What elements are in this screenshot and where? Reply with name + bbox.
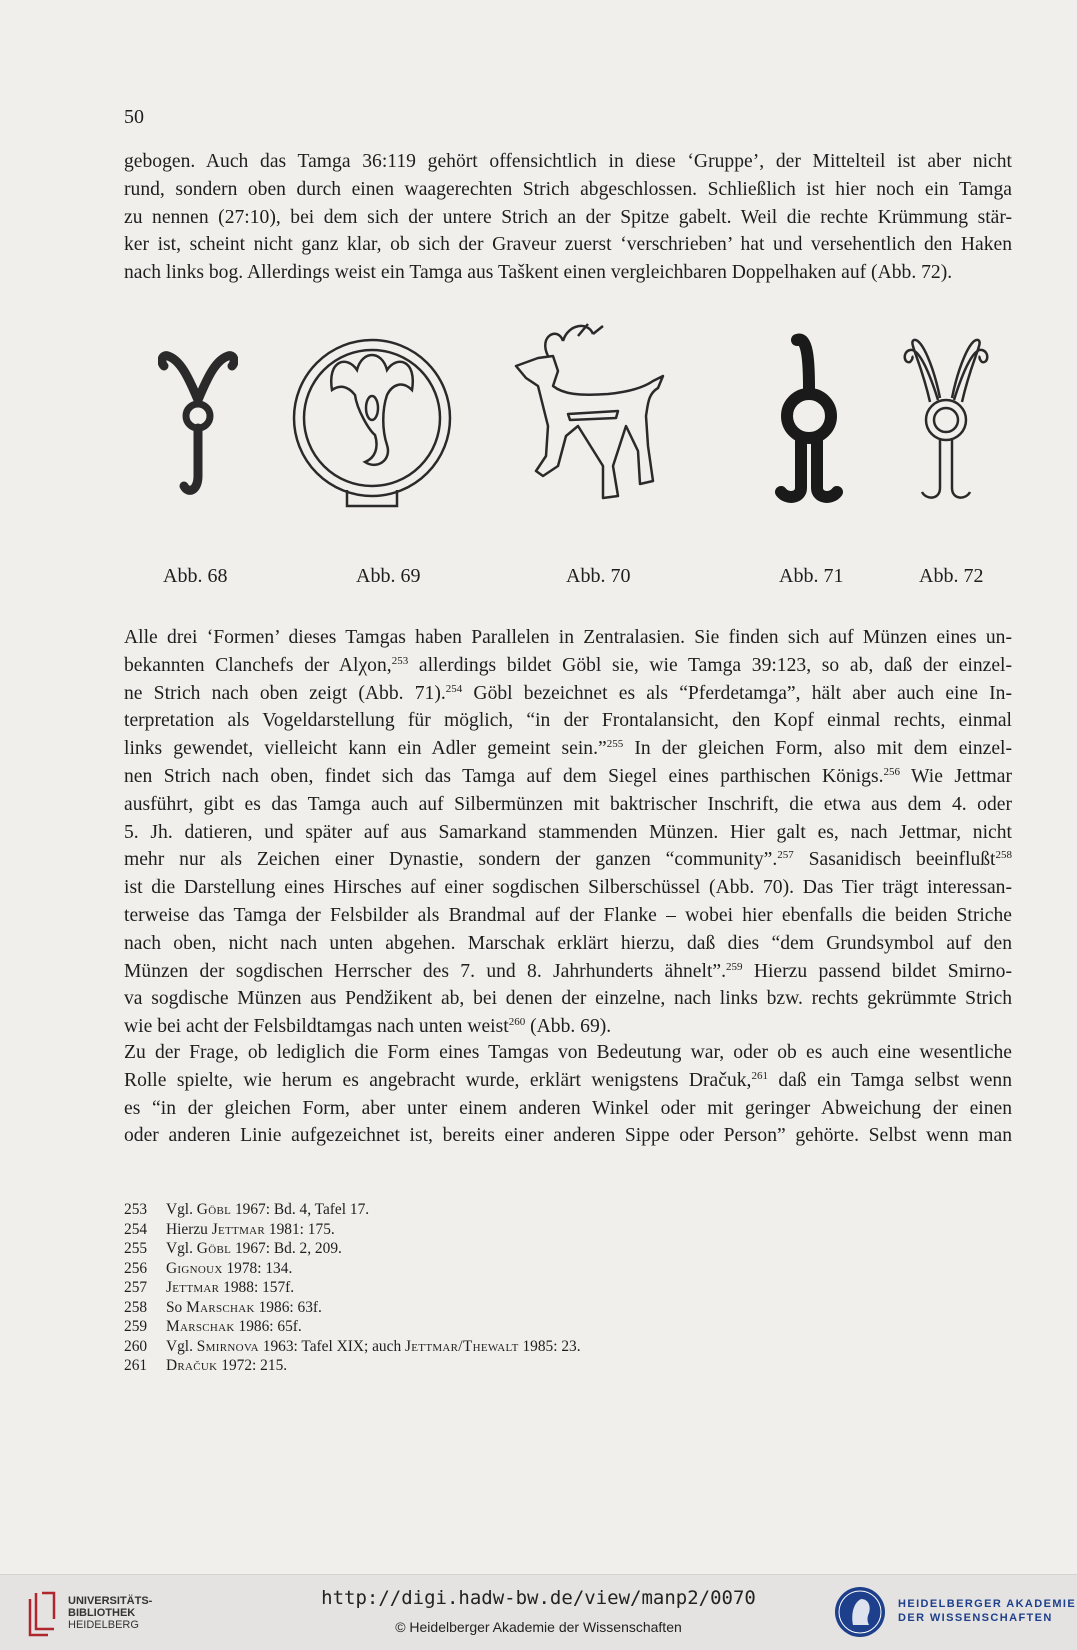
ub-logo-text: UNIVERSITÄTS- BIBLIOTHEK HEIDELBERG (68, 1595, 153, 1631)
footnote: 259 Marschak 1986: 65f. (124, 1318, 302, 1335)
tamga-71-drawing (767, 328, 851, 522)
figure-label-69: Abb. 69 (356, 565, 421, 587)
figure-label-70: Abb. 70 (566, 565, 631, 587)
footnote: 253 Vgl. Göbl 1967: Bd. 4, Tafel 17. (124, 1201, 370, 1218)
text-line: links gewendet, vielleicht kann ein Adler gemeint sein.”$^{255}$ In der gleichen Form, also mit dem einzel- (124, 738, 1012, 760)
text-line: bekannten Clanchefs der Alχon,$^{253}$ allerdings bildet Göbl sie, wie Tamga 39:123, so ab, daß der einzel- (124, 654, 1012, 676)
text-line: es “in der gleichen Form, aber unter einem anderen Winkel oder mit geringer Abweichung der einen (124, 1097, 1012, 1119)
footnote-ref: 254 (445, 682, 463, 695)
tamga-69-coin-drawing (287, 330, 457, 520)
tamga-figure-72 (900, 328, 992, 522)
deer-drawing (508, 316, 678, 526)
paragraph-1 (124, 148, 1012, 287)
paragraph-3 (124, 1039, 1012, 1150)
page-number: 50 (124, 106, 144, 128)
text-line: gebogen. Auch das Tamga 36:119 gehört offensichtlich in diese ‘Gruppe’, der Mittelteil ist aber nicht (124, 151, 1012, 172)
hadw-seal-icon (833, 1585, 887, 1639)
footnotes (124, 1200, 824, 1376)
text-line: ausführt, gibt es das Tamga auch auf Silbermünzen mit baktrischer Inschrift, die etwa aus dem 4. oder (124, 793, 1012, 815)
text-line: zu nennen (27:10), bei dem sich der untere Strich an der Spitze gabelt. Weil die rechte Krümmung stär- (124, 206, 1012, 228)
footnote-ref: 260 (508, 1016, 526, 1029)
text-line: oder anderen Linie aufgezeichnet ist, bereits einer anderen Sippe oder Person” gehörte. Selbst wenn man (124, 1125, 1012, 1147)
footnote: 254 Hierzu Jettmar 1981: 175. (124, 1220, 335, 1238)
tamga-figure-70 (508, 316, 678, 526)
footnote-ref: 258 (995, 849, 1012, 862)
text-line: 5. Jh. datieren, und später auf aus Samarkand stammenden Münzen. Hier galt es, nach Jettmar, nicht (124, 821, 1012, 843)
figure-label-72: Abb. 72 (919, 565, 984, 587)
footnote: 260 Vgl. Smirnova 1963: Tafel XIX; auch Jettmar/Thewalt 1985: 23. (124, 1337, 581, 1355)
paragraph-2 (124, 624, 1012, 1041)
footnote-ref: 261 (751, 1069, 768, 1082)
figure-label-68: Abb. 68 (163, 565, 228, 587)
footnote-ref: 259 (725, 960, 743, 973)
text-line: ist die Darstellung eines Hirsches auf einer sogdischen Silberschüssel (Abb. 70). Das Tier trägt interessan- (124, 877, 1012, 899)
text-line: Rolle spielte, wie herum es angebracht wurde, erklärt wenigstens Dračuk,$^{261}$ daß ein Tamga selbst wenn (124, 1069, 1012, 1091)
footnote: 258 So Marschak 1986: 63f. (124, 1298, 322, 1316)
text-line: mehr nur als Zeichen einer Dynastie, sondern der ganzen “community”.$^{257}$ Sasanidisch beeinflußt$^{258}$ (124, 849, 1012, 871)
footnote: 255 Vgl. Göbl 1967: Bd. 2, 209. (124, 1240, 342, 1257)
text-line: nach links bog. Allerdings weist ein Tamga aus Taškent einen vergleichbaren Doppelhaken auf (Abb. 72). (124, 262, 953, 284)
footnote: 257 Jettmar 1988: 157f. (124, 1279, 295, 1296)
footer-bar (0, 1574, 1077, 1650)
text-line: Zu der Frage, ob lediglich die Form eines Tamgas von Bedeutung war, oder ob es auch eine wesentliche (124, 1042, 1012, 1063)
tamga-68-drawing (158, 336, 238, 516)
tamga-72-drawing (900, 328, 992, 522)
text-line: ne Strich nach oben zeigt (Abb. 71).$^{254}$ Göbl bezeichnet es als “Pferdetamga”, hält aber auch eine In- (124, 682, 1012, 704)
text-line: ker ist, scheint nicht ganz klar, ob sich der Graveur zuerst ‘verschrieben’ hat und versehentlich den Haken (124, 234, 1012, 256)
tamga-figure-68 (158, 336, 238, 516)
source-url-link[interactable]: http://digi.hadw-bw.de/view/manp2/0070 (321, 1587, 756, 1609)
text-line: terweise das Tamga der Felsbilder als Brandmal auf der Flanke – wobei hier ebenfalls die beiden Striche (124, 904, 1012, 926)
text-line: nach oben, nicht nach unten abgehen. Marschak erklärt hierzu, daß dies “dem Grundsymbol auf den (124, 932, 1012, 954)
hadw-logo-text: HEIDELBERGER AKADEMIE DER WISSENSCHAFTEN (898, 1598, 1077, 1624)
text-line: rund, sondern oben durch einen waagerechten Strich abgeschlossen. Schließlich ist hier noch ein Tamga (124, 178, 1012, 200)
text-line: Alle drei ‘Formen’ dieses Tamgas haben Parallelen in Zentralasien. Sie finden sich auf Münzen eines un- (124, 627, 1012, 648)
text-line: Münzen der sogdischen Herrscher des 7. und 8. Jahrhunderts ähnelt”.$^{259}$ Hierzu passend bildet Smirno- (124, 960, 1012, 982)
tamga-figure-71 (767, 328, 851, 522)
text-line: wie bei acht der Felsbildtamgas nach unten weist$^{260}$ (Abb. 69). (124, 1016, 612, 1038)
footnote-ref: 253 (391, 654, 409, 667)
copyright-text: © Heidelberger Akademie der Wissenschaften (395, 1619, 682, 1635)
tamga-figure-69 (287, 330, 457, 520)
footnote-ref: 257 (777, 849, 794, 862)
text-line: nen Strich nach oben, findet sich das Tamga auf dem Siegel eines parthischen Königs.$^{256}$ Wie Jettmar (124, 765, 1012, 787)
footnote: 256 Gignoux 1978: 134. (124, 1259, 293, 1277)
footnote-ref: 256 (883, 765, 900, 778)
text-line: va sogdische Münzen aus Pendžikent ab, bei denen der einzelne, nach links bzw. rechts gekrümmte Strich (124, 988, 1012, 1010)
footnote-ref: 255 (606, 738, 624, 751)
footnote: 261 Dračuk 1972: 215. (124, 1357, 288, 1374)
figure-label-71: Abb. 71 (779, 565, 844, 587)
text-line: terpretation als Vogeldarstellung für möglich, “in der Frontalansicht, den Kopf einmal rechts, einmal (124, 710, 1012, 732)
